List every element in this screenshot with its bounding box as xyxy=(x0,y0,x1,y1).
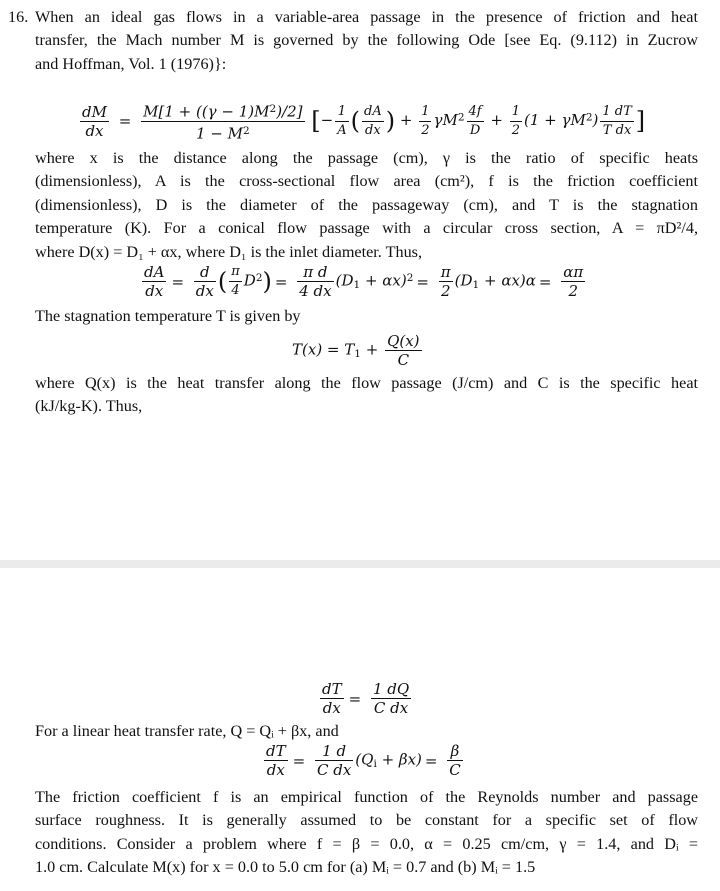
problem-number: 16. xyxy=(8,8,29,26)
mach-number-ode: $\frac{dM}{dx}$ = $\frac{M[1 + ((\gamma - 1)M^2)/2]}{1 - M^2}$ [− $\frac{1}{A}$ ( $\frac{dA}{dx}$ ) + $\frac{1}{2}$ $\gamma M^2$ $\frac{4f}{D}$ + $\frac{1}{2}$ $(1 + \gamma M^2)$ $\frac{1 dT}{\text{T dx}}$ ] xyxy=(78,100,645,142)
page-gap xyxy=(0,560,720,568)
stagnation-temperature-equation: $T(x) = T_1$ + $\frac{Q(x)}{C}$ xyxy=(292,332,420,369)
intro-line-1: 16. When an ideal gas flows in a variable-area passage in the presence of friction and heat xyxy=(8,6,698,29)
variable-definitions: where x is the distance along the passage (cm), γ is the ratio of specific heats (dimensionless), A is the cross-sectional flow area (cm²), f is the friction coefficient (dimensionless), D is the diameter of the passageway (cm), and T is the stagnation temperature (K). For a conical flow passage with a circular cross section, A = πD²/4, where D(x) = D₁ + αx, where D₁ is the inlet diameter. Thus, xyxy=(35,149,698,261)
area-derivative-equation: $\frac{dA}{dx}$ = $\frac{d}{dx}$ ( $\frac{\pi}{4}$ $D^2$) = $\frac{\text{π d}}{4 dx}$ $(D_1 + \alpha x)^2$ = $\frac{\pi}{2}$ $(D_1 + \alpha x)\alpha$ = $\frac{\alpha\pi}{2}$ xyxy=(144,263,584,300)
problem-intro xyxy=(8,6,698,76)
temperature-derivative-equation: $\frac{dT}{dx}$ = $\frac{1 dQ}{\text{C dx}}$ xyxy=(322,680,410,717)
stagnation-intro: The stagnation temperature T is given by xyxy=(35,307,301,325)
heat-transfer-definition: where Q(x) is the heat transfer along the flow passage (J/cm) and C is the specific heat (kJ/kg-K). Thus, xyxy=(35,374,698,416)
intro-line-2: transfer, the Mach number M is governed by the following Ode [see Eq. (9.112) in Zucrow xyxy=(35,31,698,50)
problem-statement: The friction coefficient f is an empirical function of the Reynolds number and passage surface roughness. It is generally assumed to be constant for a specific set of flow conditions. Consider a problem where f = β = 0.0, α = 0.25 cm/cm, γ = 1.4, and Dᵢ = 1.0 cm. Calculate M(x) for x = 0.0 to 5.0 cm for (a) Mᵢ = 0.7 and (b) Mᵢ = 1.5 xyxy=(35,788,698,877)
intro-line-3: and Hoffman, Vol. 1 (1976)}: xyxy=(35,54,227,73)
linear-heat-intro: For a linear heat transfer rate, Q = Qᵢ + βx, and xyxy=(35,722,339,740)
linear-heat-derivative-equation: $\frac{dT}{dx}$ = $\frac{1 d}{\text{C dx}}$ $(Q_i + \beta x)$ = $\frac{\beta}{C}$ xyxy=(266,742,461,779)
